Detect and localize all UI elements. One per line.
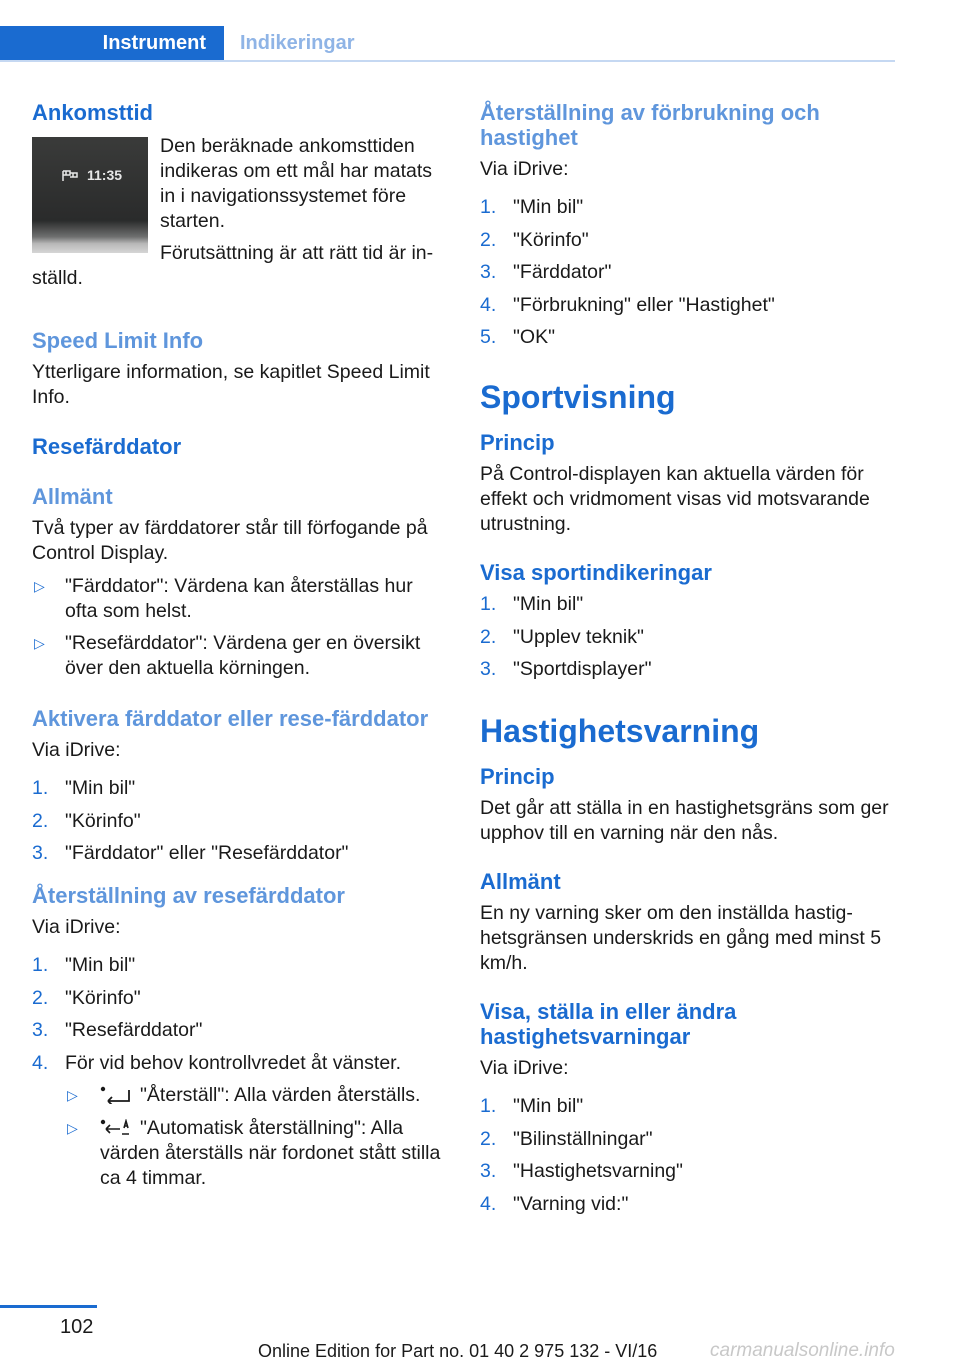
list-item: 2. "Körinfo" xyxy=(480,228,589,251)
activate-heading: Aktivera färddator eller rese-färddator xyxy=(32,706,429,731)
right-column xyxy=(480,100,900,1224)
list-item: ▷ "Automatisk återställning": Alla värden återställs när fordonet stått stilla ca 4 timmar. xyxy=(67,1116,441,1189)
site-watermark: carmanualsonline.info xyxy=(710,1340,895,1361)
triangle-bullet-icon: ▷ xyxy=(67,1119,78,1136)
reset-section xyxy=(32,883,446,1191)
list-item: 2. "Körinfo" xyxy=(32,809,141,832)
list-item: ▷ "Resefärddator": Värdena ger en översikt över den aktuella körningen. xyxy=(34,632,421,679)
speed-warning-principle-text: Det går att ställa in en hastighetsgräns som ger upphov till en varning när den nås. xyxy=(480,797,889,844)
triangle-bullet-icon: ▷ xyxy=(34,578,45,594)
arrival-time-readout xyxy=(61,163,122,188)
trip-computer-general-text: Två typer av färddatorer står till förfogande på Control Display. xyxy=(32,517,428,564)
arrival-text: Den beräknade ankomsttiden indikeras om ett mål har matats in i navigationssystemet före starten. xyxy=(160,135,433,232)
reset-via: Via iDrive: xyxy=(32,916,121,938)
page-number: 102 xyxy=(60,1316,94,1338)
speed-warning-steps xyxy=(480,1094,900,1217)
arrival-precondition: Förutsättning är att rätt tid är in-ställd. xyxy=(32,242,434,289)
reset-sub-bullets xyxy=(32,1083,446,1191)
list-item: 1. "Min bil" xyxy=(480,593,584,615)
sport-heading: Sportvisning xyxy=(480,379,676,415)
reset-steps xyxy=(32,953,446,1076)
consumption-reset-section xyxy=(480,100,900,350)
tab-instrument[interactable]: Instrument xyxy=(0,26,224,60)
speed-limit-heading: Speed Limit Info xyxy=(32,328,204,353)
auto-reset-icon xyxy=(100,1119,130,1137)
speed-warning-general-heading: Allmänt xyxy=(480,869,561,894)
consumption-reset-heading: Återställning av förbrukning och hastighet xyxy=(480,100,820,150)
triangle-bullet-icon: ▷ xyxy=(67,1087,78,1103)
reset-heading: Återställning av resefärddator xyxy=(32,883,345,908)
activate-steps xyxy=(32,776,446,866)
list-item: 1. "Min bil" xyxy=(32,954,136,976)
sport-steps xyxy=(480,592,900,682)
speed-warning-principle-heading: Princip xyxy=(480,764,555,789)
list-item: 3. "Färddator" eller "Resefärddator" xyxy=(32,842,349,864)
tab-divider xyxy=(0,60,895,62)
sport-show-heading: Visa sportindikeringar xyxy=(480,560,712,585)
page-number-divider xyxy=(0,1305,97,1308)
sport-section xyxy=(480,378,900,682)
list-item: ▷ "Färddator": Värdena kan återställas hur ofta som helst. xyxy=(34,575,413,622)
reset-arrow-icon xyxy=(100,1086,130,1104)
list-item: ▷ "Återställ": Alla värden återställs. xyxy=(67,1084,421,1106)
list-item: 2. "Bilinställningar" xyxy=(480,1127,653,1150)
list-item: 3. "Sportdisplayer" xyxy=(480,658,652,680)
sport-principle-heading: Princip xyxy=(480,430,555,455)
list-item: 3. "Hastighetsvarning" xyxy=(480,1160,683,1182)
speed-warning-heading: Hastighetsvarning xyxy=(480,713,760,749)
list-item: 4. "Förbrukning" eller "Hastighet" xyxy=(480,293,775,316)
list-item: 3. "Färddator" xyxy=(480,261,612,283)
activate-via: Via iDrive: xyxy=(32,739,121,761)
arrival-time-display-image xyxy=(32,137,148,253)
tab-indikeringar[interactable]: Indikeringar xyxy=(240,31,355,54)
consumption-reset-steps xyxy=(480,195,900,350)
trip-computer-section xyxy=(32,434,446,681)
speed-warning-set-heading: Visa, ställa in eller ändra hastighetsvarningar xyxy=(480,999,737,1049)
trip-computer-general-heading: Allmänt xyxy=(32,484,113,509)
left-column xyxy=(32,100,446,1198)
activate-section xyxy=(32,706,446,866)
speed-warning-via: Via iDrive: xyxy=(480,1057,569,1079)
arrival-section xyxy=(32,100,446,291)
list-item: 4. "Varning vid:" xyxy=(480,1192,629,1215)
speed-limit-text: Ytterligare information, se kapitlet Speed Limit Info. xyxy=(32,361,430,408)
edition-footer: Online Edition for Part no. 01 40 2 975 132 - VI/16 xyxy=(258,1341,658,1361)
list-item: 2. "Körinfo" xyxy=(32,986,141,1009)
trip-computer-heading: Resefärddator xyxy=(32,434,182,459)
destination-flag-icon xyxy=(61,169,81,183)
consumption-reset-via: Via iDrive: xyxy=(480,158,569,180)
list-item: 5. "OK" xyxy=(480,326,556,348)
list-item: 1. "Min bil" xyxy=(480,1095,584,1117)
section-tabbar xyxy=(0,26,895,62)
triangle-bullet-icon: ▷ xyxy=(34,635,45,651)
speed-warning-section xyxy=(480,712,900,1217)
list-item: 1. "Min bil" xyxy=(32,777,136,799)
list-item: 1. "Min bil" xyxy=(480,196,584,218)
arrival-heading: Ankomsttid xyxy=(32,100,153,125)
list-item: 2. "Upplev teknik" xyxy=(480,625,644,648)
list-item: 4. För vid behov kontrollvredet åt vänster. xyxy=(32,1051,402,1074)
speed-limit-section xyxy=(32,328,446,410)
arrival-time-value: 11:35 xyxy=(87,167,123,183)
list-item: 3. "Resefärddator" xyxy=(32,1019,203,1041)
trip-computer-bullets xyxy=(32,574,446,681)
speed-warning-general-text: En ny varning sker om den inställda hastig-hetsgränsen underskrids en gång med minst 5 km/h. xyxy=(480,902,882,974)
sport-principle-text: På Control-displayen kan aktuella värden för effekt och vridmoment visas vid motsvarande utrustning. xyxy=(480,463,870,535)
